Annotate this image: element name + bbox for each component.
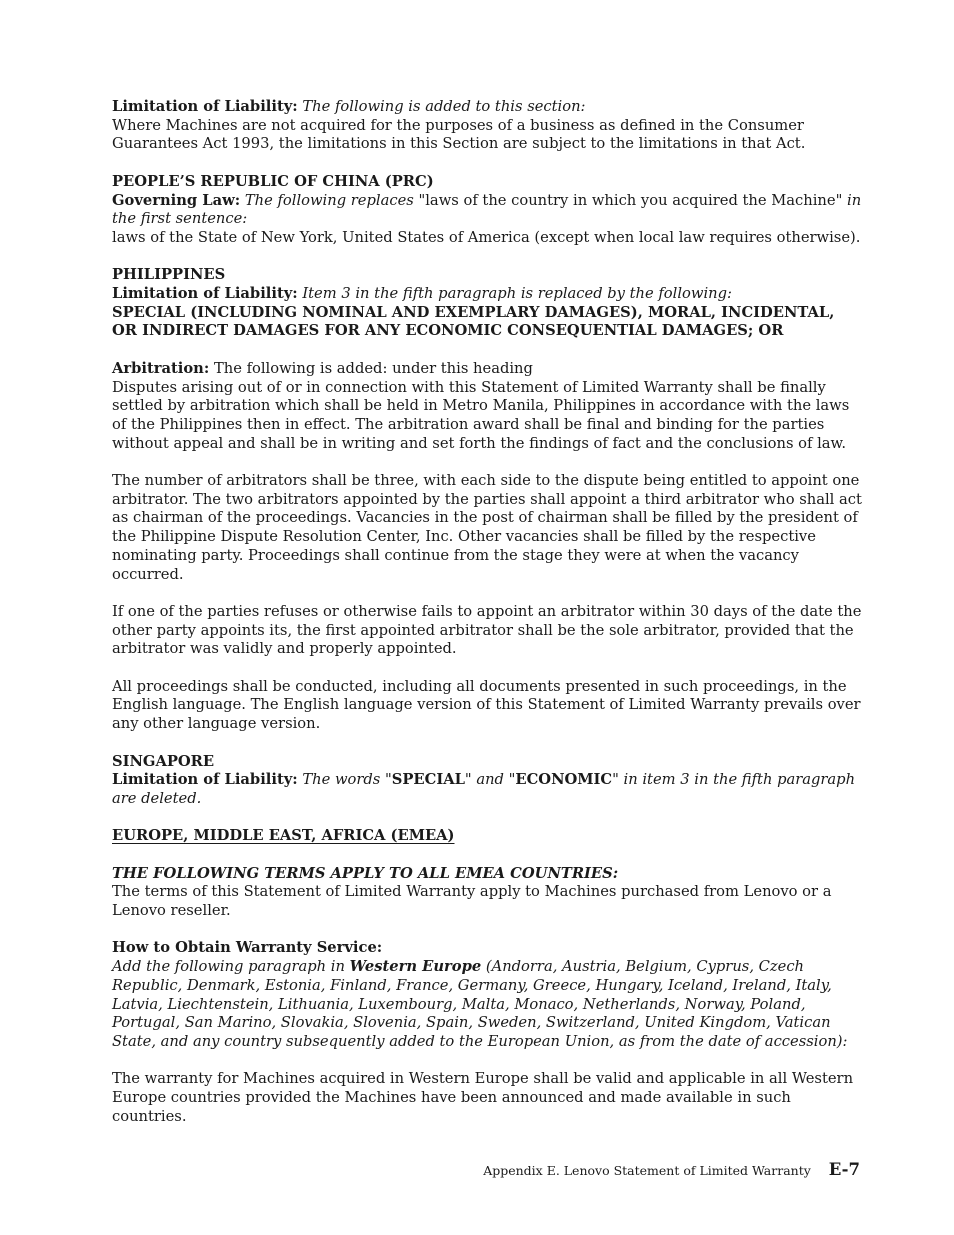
western-europe-paragraph: Add the following paragraph in Western Europe (Andorra, Austria, Belgium, Cyprus, Czech Republic, Denmark, Estonia, Finland, France, Germany, Greece, Hungary, Iceland, Ireland, Italy, Latvia, Liechtenstein, Lithuania, Luxembourg, Malta, Monaco, Netherlands, Norway, Poland, Portugal, San Marino, Slovakia, Slovenia, Spain, Sweden, Switzerland, United Kingdom, Vatican State, and any country subsequently added to the European Union, as from the date of accession): xyxy=(112,958,848,1050)
section-label: Governing Law: xyxy=(112,191,241,209)
section-label: Limitation of Liability: xyxy=(112,771,298,789)
section-label: Limitation of Liability: xyxy=(112,285,298,302)
prc-governing-law-text: laws of the State of New York, United States of America (except when local law requires otherwise). xyxy=(112,228,861,246)
section-label: Arbitration: xyxy=(112,359,210,377)
emea-terms-text: The terms of this Statement of Limited Warranty apply to Machines purchased from Lenovo or a Lenovo reseller. xyxy=(112,883,832,920)
philippines-arbitration-line: Arbitration: The following is added: under this heading xyxy=(112,359,533,377)
philippines-limitation-line: Limitation of Liability: Item 3 in the fifth paragraph is replaced by the following: xyxy=(112,285,732,302)
emea-heading: EUROPE, MIDDLE EAST, AFRICA (EMEA) xyxy=(112,827,455,845)
section-intro: The following is added to this section: xyxy=(297,98,586,115)
page-number: E-7 xyxy=(828,1160,860,1179)
western-europe-warranty-text: The warranty for Machines acquired in Western Europe shall be valid and applicable in all Western Europe countries provided the Machines have been announced and made available in such countries. xyxy=(112,1070,854,1125)
philippines-heading: PHILIPPINES xyxy=(112,266,226,284)
prc-heading: PEOPLE’S REPUBLIC OF CHINA (PRC) xyxy=(112,172,434,190)
philippines-caps-text: SPECIAL (INCLUDING NOMINAL AND EXEMPLARY DAMAGES), MORAL, INCIDENTAL, OR INDIRECT DAMAGES FOR ANY ECONOMIC CONSEQUENTIAL DAMAGES; OR xyxy=(112,303,835,340)
nz-limitation-line xyxy=(112,98,862,117)
nz-limitation-text: Where Machines are not acquired for the purposes of a business as defined in the Consumer Guarantees Act 1993, the limitations in this Section are subject to the limitations in that Act. xyxy=(112,116,806,153)
footer-title: Appendix E. Lenovo Statement of Limited Warranty xyxy=(483,1163,811,1178)
arbitration-paragraph-3: If one of the parties refuses or otherwise fails to appoint an arbitrator within 30 days of the date the other party appoints its, the first appointed arbitrator shall be the sole arbitrator, provided that the arbitrator was validly and properly appointed. xyxy=(112,602,862,658)
prc-governing-law-line: Governing Law: The following replaces "laws of the country in which you acquired the Machine" in the first sentence: xyxy=(112,191,862,228)
emea-terms-heading: THE FOLLOWING TERMS APPLY TO ALL EMEA COUNTRIES: xyxy=(112,864,619,882)
document-body xyxy=(112,98,862,1127)
arbitration-paragraph-1: Disputes arising out of or in connection with this Statement of Limited Warranty shall be finally settled by arbitration which shall be held in Metro Manila, Philippines in accordance with the laws of the Philippines then in effect. The arbitration award shall be final and binding for the parties without appeal and shall be in writing and set forth the findings of fact and the conclusions of law. xyxy=(112,378,850,452)
section-label: Limitation of Liability: xyxy=(112,98,298,115)
page-footer xyxy=(483,1160,860,1179)
arbitration-paragraph-4: All proceedings shall be conducted, including all documents presented in such proceedings, in the English language. The English language version of this Statement of Limited Warranty prevails over any other language version. xyxy=(112,677,861,733)
arbitration-paragraph-2: The number of arbitrators shall be three, with each side to the dispute being entitled to appoint one arbitrator. The two arbitrators appointed by the parties shall appoint a third arbitrator who shall act as chairman of the proceedings. Vacancies in the post of chairman shall be filled by the president of the Philippine Dispute Resolution Center, Inc. Other vacancies shall be filled by the respective nominating party. Proceedings shall continue from the stage they were at when the vacancy occurred. xyxy=(112,472,862,583)
singapore-limitation-line: Limitation of Liability: The words "SPECIAL" and "ECONOMIC" in item 3 in the fifth paragraph are deleted. xyxy=(112,771,856,807)
singapore-heading: SINGAPORE xyxy=(112,752,215,770)
warranty-service-heading: How to Obtain Warranty Service: xyxy=(112,939,383,957)
